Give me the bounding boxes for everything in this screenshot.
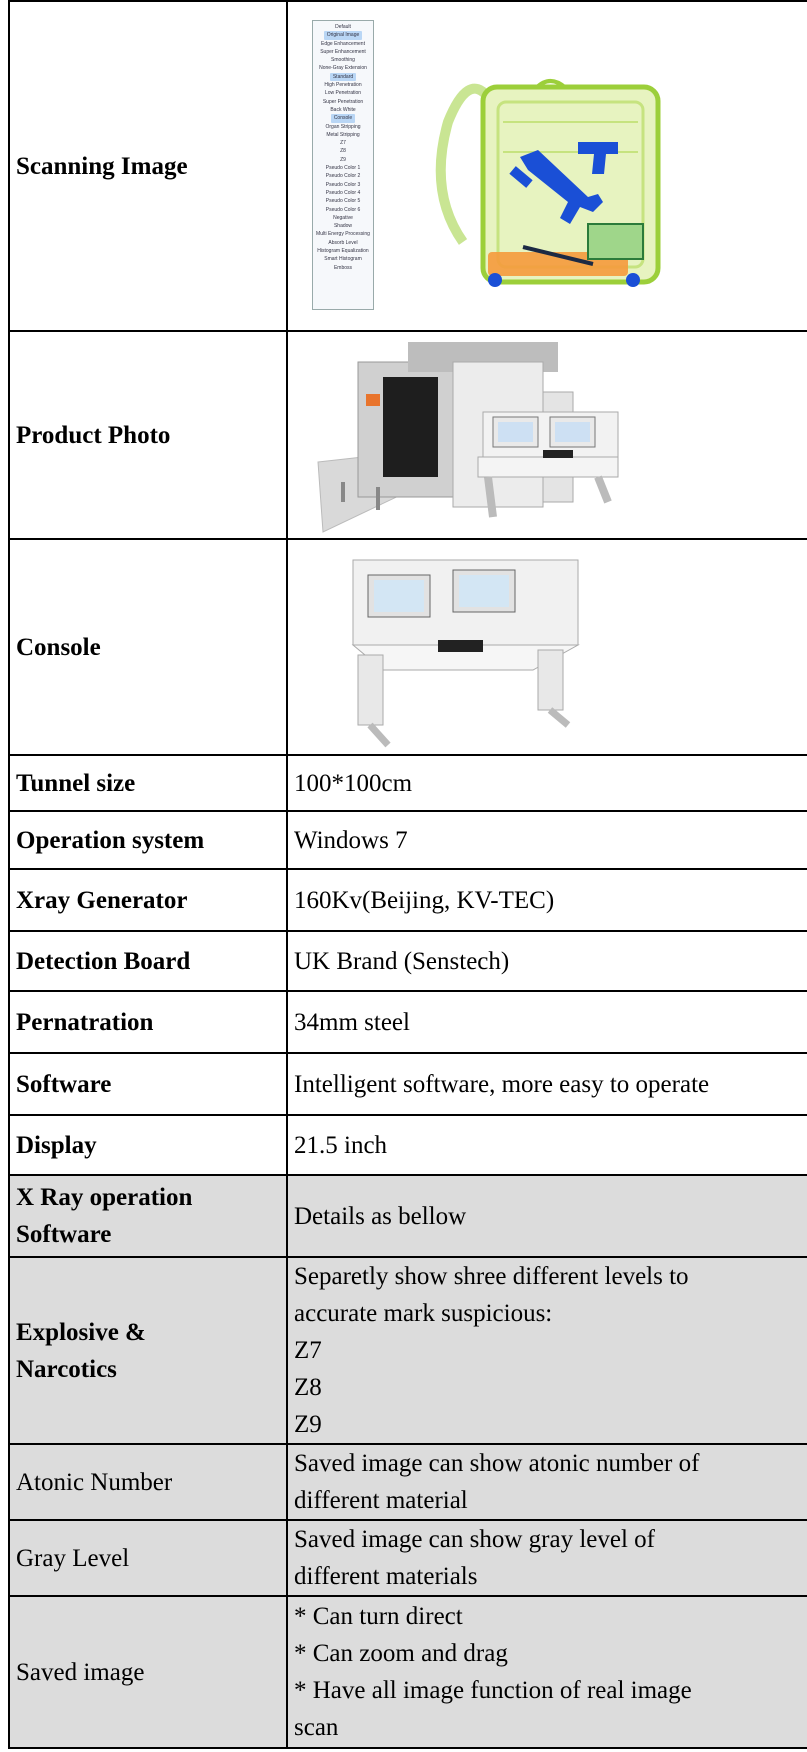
scan-mode-item[interactable]: Z8 bbox=[340, 148, 346, 155]
row-value bbox=[287, 1520, 807, 1596]
row-gray-level bbox=[9, 1520, 807, 1596]
row-product-photo bbox=[9, 331, 807, 539]
row-label: Console bbox=[9, 539, 287, 755]
row-operation-system bbox=[9, 811, 807, 869]
row-label: Detection Board bbox=[9, 931, 287, 991]
scan-mode-item[interactable]: Shadow bbox=[333, 223, 353, 230]
row-value: 21.5 inch bbox=[287, 1115, 807, 1175]
scan-mode-item[interactable]: Pseudo Color 4 bbox=[325, 189, 361, 196]
scan-mode-item[interactable]: Super Enhancement bbox=[320, 48, 366, 55]
scan-mode-item[interactable]: Smart Histogram bbox=[324, 256, 362, 263]
row-label bbox=[9, 1257, 287, 1444]
scan-mode-item[interactable]: Edge Enhancement bbox=[321, 40, 365, 47]
value-line: Saved image can show atonic number of bbox=[294, 1450, 700, 1477]
row-xray-generator bbox=[9, 869, 807, 931]
row-label: Xray Generator bbox=[9, 869, 287, 931]
scan-mode-item[interactable]: Emboss bbox=[333, 264, 353, 271]
scan-mode-item[interactable]: Z7 bbox=[340, 140, 346, 147]
value-line: Saved image can show gray level of bbox=[294, 1526, 655, 1553]
scan-mode-item[interactable]: Organ Stripping bbox=[325, 123, 361, 130]
row-label: Tunnel size bbox=[9, 755, 287, 811]
console-photo-cell bbox=[287, 539, 807, 755]
row-label: Software bbox=[9, 1053, 287, 1115]
row-tunnel-size bbox=[9, 755, 807, 811]
row-value bbox=[287, 1444, 807, 1520]
scan-mode-item[interactable]: Pseudo Color 2 bbox=[325, 173, 361, 180]
xray-machine-photo bbox=[288, 332, 807, 536]
green-box bbox=[588, 224, 643, 259]
row-label bbox=[9, 1175, 287, 1257]
scan-mode-item[interactable]: Pseudo Color 5 bbox=[325, 198, 361, 205]
scan-mode-item[interactable]: Pseudo Color 3 bbox=[325, 181, 361, 188]
scan-mode-item[interactable]: Default bbox=[335, 24, 351, 30]
row-xray-operation-software bbox=[9, 1175, 807, 1257]
row-detection-board bbox=[9, 931, 807, 991]
row-value: Details as bellow bbox=[287, 1175, 807, 1257]
row-label: Scanning Image bbox=[9, 1, 287, 331]
row-value: Windows 7 bbox=[287, 811, 807, 869]
console-photo bbox=[288, 540, 807, 752]
scan-mode-item[interactable]: Back White bbox=[330, 106, 356, 113]
scan-mode-item[interactable]: Smoothing bbox=[331, 57, 355, 64]
label-line: Narcotics bbox=[16, 1355, 117, 1383]
row-atonic-number bbox=[9, 1444, 807, 1520]
value-line: * Can zoom and drag bbox=[294, 1640, 508, 1667]
xray-bag-image bbox=[288, 2, 807, 328]
row-saved-image bbox=[9, 1596, 807, 1748]
scan-mode-item[interactable]: Metal Stripping bbox=[326, 131, 360, 138]
row-software bbox=[9, 1053, 807, 1115]
row-value: 160Kv(Beijing, KV-TEC) bbox=[287, 869, 807, 931]
scan-mode-item[interactable]: High Penetration bbox=[324, 82, 362, 89]
row-scanning-image bbox=[9, 1, 807, 331]
value-line: different materials bbox=[294, 1563, 478, 1590]
row-console bbox=[9, 539, 807, 755]
scan-image-cell bbox=[287, 1, 807, 331]
row-value: 34mm steel bbox=[287, 991, 807, 1053]
scan-mode-item[interactable]: Original Image bbox=[324, 31, 363, 39]
row-value: 100*100cm bbox=[287, 755, 807, 811]
spec-table bbox=[8, 0, 807, 1749]
label-line: Software bbox=[16, 1221, 112, 1248]
scan-mode-item[interactable]: Pseudo Color 1 bbox=[325, 165, 361, 172]
row-penetration bbox=[9, 991, 807, 1053]
row-display bbox=[9, 1115, 807, 1175]
row-value bbox=[287, 1257, 807, 1444]
row-label: Pernatration bbox=[9, 991, 287, 1053]
label-line: X Ray operation bbox=[16, 1184, 193, 1211]
value-line: Z8 bbox=[294, 1374, 322, 1401]
row-value: UK Brand (Senstech) bbox=[287, 931, 807, 991]
value-line: accurate mark suspicious: bbox=[294, 1300, 553, 1327]
row-label: Display bbox=[9, 1115, 287, 1175]
row-label: Saved image bbox=[9, 1596, 287, 1748]
row-explosive-narcotics bbox=[9, 1257, 807, 1444]
scan-mode-item[interactable]: Multi Energy Processing bbox=[316, 231, 370, 238]
row-value: Intelligent software, more easy to operate bbox=[287, 1053, 807, 1115]
scan-mode-item[interactable]: Pseudo Color 6 bbox=[325, 206, 361, 213]
scan-mode-item[interactable]: Super Penetration bbox=[322, 98, 364, 105]
value-line: scan bbox=[294, 1714, 339, 1741]
value-line: Z9 bbox=[294, 1411, 322, 1438]
scan-mode-item[interactable]: None-Gray Extension bbox=[319, 65, 367, 72]
scan-mode-item[interactable]: Histogram Equalization bbox=[317, 248, 369, 255]
scan-mode-item[interactable]: Console bbox=[331, 114, 355, 122]
value-line: different material bbox=[294, 1487, 468, 1514]
row-label: Gray Level bbox=[9, 1520, 287, 1596]
row-value bbox=[287, 1596, 807, 1748]
row-label: Operation system bbox=[9, 811, 287, 869]
value-line: * Can turn direct bbox=[294, 1603, 463, 1630]
wheel-left bbox=[488, 273, 502, 287]
label-line: Explosive & bbox=[16, 1318, 146, 1346]
value-line: Separetly show shree different levels to bbox=[294, 1263, 689, 1290]
row-label: Product Photo bbox=[9, 331, 287, 539]
row-label: Atonic Number bbox=[9, 1444, 287, 1520]
scan-mode-item[interactable]: Z9 bbox=[340, 156, 346, 163]
scan-mode-item[interactable]: Low Penetration bbox=[324, 90, 362, 97]
scan-mode-item[interactable]: Absorb Level bbox=[328, 239, 358, 246]
scan-mode-item[interactable]: Standard bbox=[330, 73, 356, 81]
value-line: * Have all image function of real image bbox=[294, 1677, 692, 1704]
value-line: Z7 bbox=[294, 1337, 322, 1364]
wheel-right bbox=[626, 273, 640, 287]
scan-mode-item[interactable]: Negative bbox=[333, 214, 353, 221]
product-photo-cell bbox=[287, 331, 807, 539]
